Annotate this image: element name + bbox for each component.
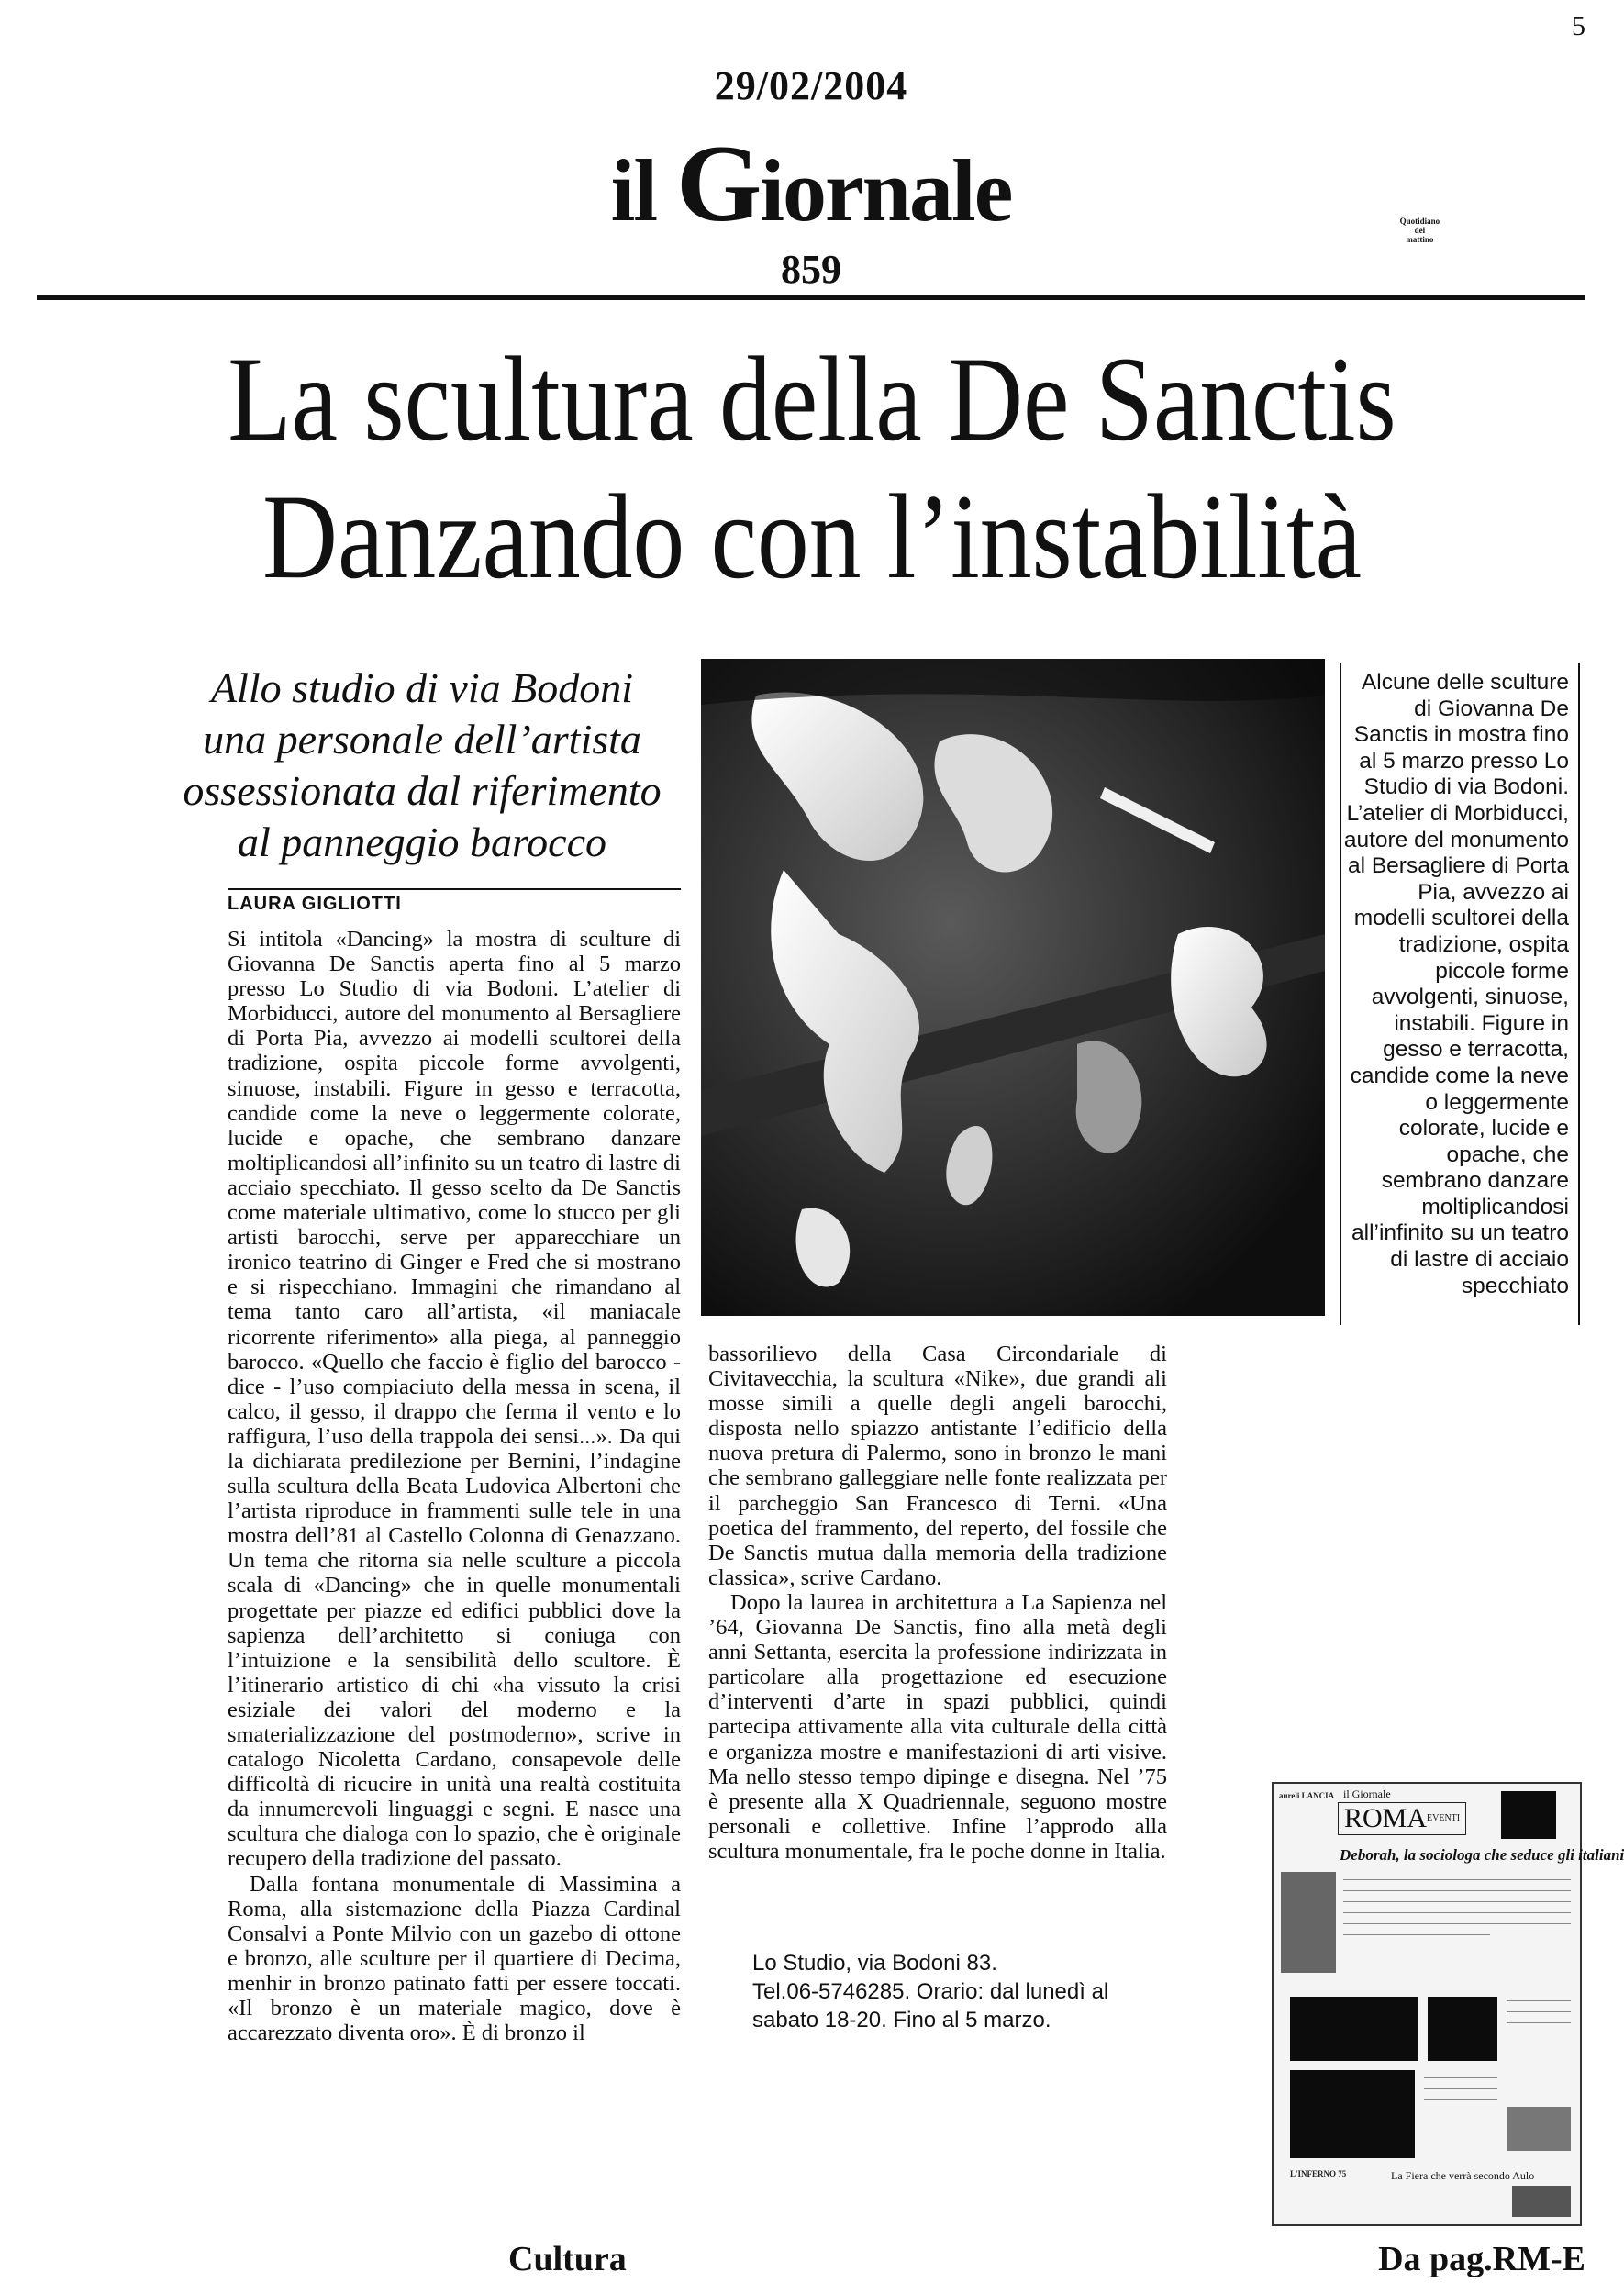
masthead-logo (610, 122, 1012, 244)
thumb-ad-block (1290, 1997, 1418, 2061)
clipping-date: 29/02/2004 (714, 63, 908, 108)
thumb-text-line (1343, 1912, 1571, 1913)
article-paragraph: Dalla fontana monumentale di Massimina a Roma, alla sistemazione della Piazza Cardinal Consalvi a Ponte Milvio con un gazebo di ottone e bronzo, alle sculture per il quartiere di Decima, menhir in bronzo patinato fatti per essere toccati. «Il bronzo è un materiale magico, dove è accarezzato diventa oro». È di bronzo il (228, 1871, 681, 2046)
thumb-photo (1281, 1872, 1336, 1973)
thumb-section (1338, 1802, 1466, 1835)
headline-line-2: Danzando con l’instabilità (262, 469, 1362, 604)
thumb-text-line (1343, 1923, 1571, 1924)
article-column-1 (228, 927, 681, 2045)
thumb-section-main: ROMA (1344, 1803, 1428, 1833)
thumb-photo (1512, 2186, 1571, 2217)
thumb-masthead: il Giornale (1343, 1787, 1391, 1800)
masthead-tagline: Quotidiano del mattino (1399, 217, 1440, 244)
masthead-rest: iornale (760, 141, 1012, 239)
thumb-text-line (1424, 2077, 1497, 2078)
thumb-text-line (1507, 2011, 1571, 2012)
issue-number: 859 (781, 247, 841, 292)
headline-line-1: La scultura della De Sanctis (228, 331, 1396, 466)
thumb-footer-label: L'INFERNO 75 (1290, 2169, 1347, 2178)
headline (145, 330, 1478, 606)
photo-caption: Alcune delle sculture di Giovanna De Sanctis in mostra fino al 5 marzo presso Lo Studio di via Bodoni. L’atelier di Morbiducci, autore del monumento al Bersagliere di Porta Pia, avvezzo ai modelli scultorei della tradizione, ospita piccole forme avvolgenti, sinuose, instabili. Figure in gesso e terracotta, candide come la neve o leggermente colorate, lucide e opache, che sembrano danzare moltiplicandosi all’infinito su un teatro di lastre di acciaio specchiato (1340, 663, 1580, 1325)
thumb-bottom-headline: La Fiera che verrà secondo Aulo (1391, 2169, 1535, 2182)
thumb-ad-block (1290, 2070, 1415, 2158)
section-label: Cultura (508, 2240, 627, 2278)
article-paragraph: Dopo la laurea in architettura a La Sapienza nel ’64, Giovanna De Sanctis, fino alla metà degli anni Settanta, esercita la professione indirizzata in particolare alla progettazione ed esecuzione d’interventi d’arte in spazi pubblici, quindi partecipa attivamente alla vita culturale della città e organizza mostre e manifestazioni di arti visive. Ma nello stesso tempo dipinge e disegna. Nel ’75 è presente alla X Quadriennale, seguono mostre personali e collettive. Infine l’approdo alla scultura monumentale, fra le poche donne in Italia. (708, 1589, 1167, 1864)
masthead-initial: G (676, 122, 761, 244)
thumb-text-line (1507, 2022, 1571, 2023)
article-paragraph: Si intitola «Dancing» la mostra di sculture di Giovanna De Sanctis aperta fino al 5 marzo presso Lo Studio di via Bodoni. L’atelier di Morbiducci, autore del monumento al Bersagliere di Porta Pia, avvezzo ai modelli scultorei della tradizione, ospita piccole forme avvolgenti, sinuose, instabili. Figure in gesso e terracotta, candide come la neve o leggermente colorate, lucide e opache, che sembrano danzare moltiplicandosi all’infinito su un teatro di lastre di acciaio specchiato. Il gesso scelto da De Sanctis come materiale ultimativo, come lo stucco per gli artisti barocchi, serve per apparecchiare un ironico teatrino di Ginger e Fred che si mostrano e si rispecchiano. Immagini che rimandano al tema tanto caro all’artista, «il maniacale ricorrente riferimento» alla piega, al panneggio barocco. «Quello che faccio è figlio del barocco - dice - l’uso compiaciuto della messa in scena, il calco, il gesso, il drappo che ferma il vento e lo raffigura, l’uso della trappola dei sensi...». Da qui la dichiarata predilezione per Bernini, l’indagine sulla scultura della Beata Ludovica Albertoni che l’artista riproduce in frammenti sulle tele in una mostra dell’81 al Castello Colonna di Genazzano. Un tema che ritorna sia nelle sculture a piccola scala di «Dancing» che in quelle monumentali progettate per piazze ed edifici pubblici dove la sapienza dell’architetto si coniuga con l’intuizione e la sensibilità dello scultore. È l’itinerario artistico di chi «ha vissuto la crisi esiziale dei valori del moderno e la smaterializzazione del postmoderno», scrive in catalogo Nicoletta Cardano, consapevole delle difficoltà di ricucire in unità una realtà costituita da innumerevoli linguaggi e segni. E nasce una scultura che dialoga con lo spazio, che è originale recupero della tradizione del passato. (228, 927, 681, 1872)
exhibition-address: Lo Studio, via Bodoni 83. (752, 1951, 997, 1976)
subheadline-line: Allo studio di via Bodoni (211, 664, 633, 711)
masthead (0, 122, 1622, 244)
thumb-section-sub: EVENTI (1427, 1813, 1461, 1823)
thumb-text-line (1343, 1890, 1571, 1891)
thumb-ad-block (1501, 1791, 1556, 1839)
thumb-brand: aureli LANCIA (1279, 1791, 1335, 1800)
exhibition-info (752, 1949, 1174, 2034)
sculpture-photo-graphic (701, 659, 1325, 1316)
thumb-text-line (1343, 1879, 1571, 1880)
article-paragraph: bassorilievo della Casa Circondariale di Civitavecchia, la scultura «Nike», due grandi ali mosse simili a quelle degli angeli barocchi, disposta nello spiazzo antistante l’edificio della nuova pretura di Palermo, sono in bronzo le mani che sembrano galleggiare nelle fonte realizzata per il parcheggio San Francesco di Terni. «Una poetica del frammento, del reperto, del fossile che De Sanctis mutua dalla memoria della tradizione classica», scrive Cardano. (708, 1342, 1167, 1590)
subheadline (128, 663, 716, 868)
thumb-text-line (1507, 2000, 1571, 2001)
header-rule (37, 295, 1585, 300)
exhibition-dates: sabato 18-20. Fino al 5 marzo. (752, 2008, 1051, 2032)
thumb-ad-block (1428, 1997, 1497, 2061)
byline: LAURA GIGLIOTTI (228, 888, 681, 915)
page-number: 5 (1572, 11, 1585, 41)
sculpture-photo (701, 659, 1325, 1316)
article-column-2 (708, 1342, 1167, 1864)
thumb-text-line (1424, 2088, 1497, 2089)
source-label: Da pag.RM-E (1378, 2240, 1585, 2278)
thumb-text-line (1343, 1901, 1571, 1902)
subheadline-line: al panneggio barocco (237, 818, 606, 865)
thumb-text-line (1343, 1934, 1490, 1935)
subheadline-line: una personale dell’artista (203, 716, 641, 763)
exhibition-hours: Tel.06-5746285. Orario: dal lunedì al (752, 1979, 1109, 2004)
subheadline-line: ossessionata dal riferimento (183, 767, 662, 814)
page-thumbnail (1272, 1782, 1624, 2226)
thumb-headline: Deborah, la sociologa che seduce gli italiani (1340, 1846, 1624, 1864)
thumb-photo (1507, 2107, 1571, 2151)
masthead-prefix: il (610, 141, 657, 239)
thumb-text-line (1424, 2099, 1497, 2100)
